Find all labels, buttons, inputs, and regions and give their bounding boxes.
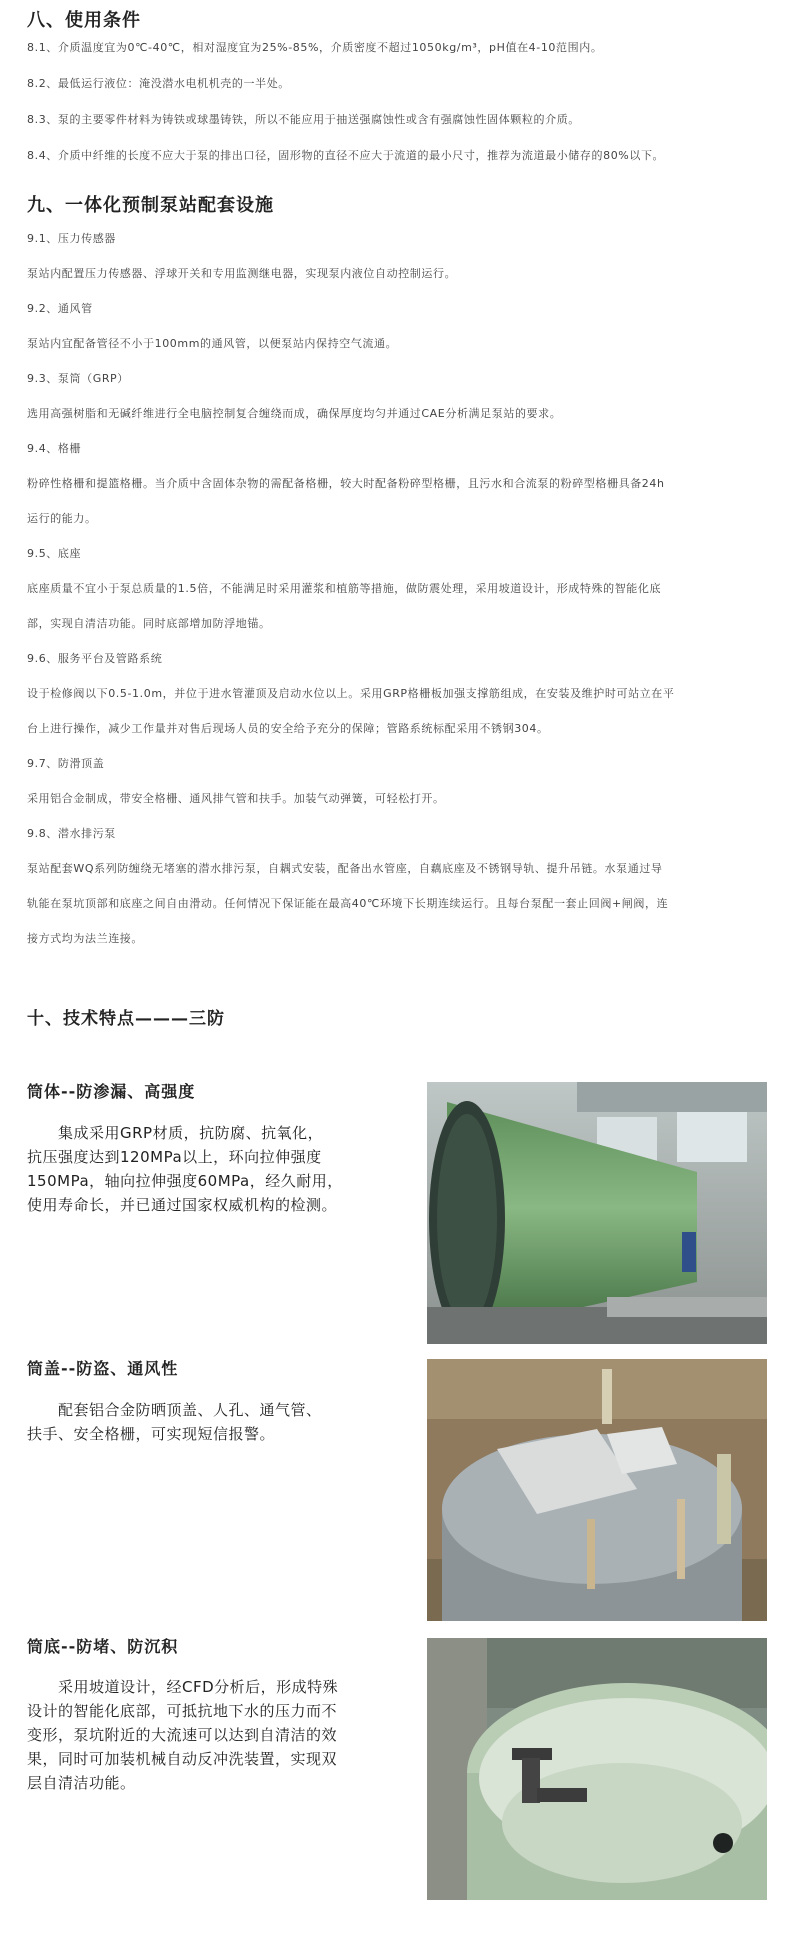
section-9-paragraph: 接方式均为法兰连接。 (27, 932, 143, 945)
section-9-paragraph: 选用高强树脂和无碱纤维进行全电脑控制复合缠绕而成，确保厚度均匀并通过CAE分析满足泵站的要求。 (27, 407, 562, 420)
section-9-paragraph: 采用铝合金制成，带安全格栅、通风排气管和扶手。加装气动弹簧，可轻松打开。 (27, 792, 445, 805)
section-9-subheading: 9.3、泵筒（GRP） (27, 372, 129, 385)
gfrp-tank-body-photo (427, 1082, 767, 1344)
feature-text-line: 采用坡道设计，经CFD分析后，形成特殊 (27, 1678, 339, 1696)
feature-text-line: 配套铝合金防晒顶盖、人孔、通气管、 (27, 1401, 322, 1419)
section-9-paragraph: 运行的能力。 (27, 512, 97, 525)
feature-text-line: 层自清洁功能。 (27, 1774, 136, 1792)
section-9-subheading: 9.1、压力传感器 (27, 232, 116, 245)
section-9-paragraph: 台上进行操作，减少工作量并对售后现场人员的安全给予充分的保障；管路系统标配采用不锈钢304。 (27, 722, 549, 735)
feature-text-line: 果，同时可加装机械自动反冲洗装置，实现双 (27, 1750, 338, 1768)
feature-text-line: 设计的智能化底部，可抵抗地下水的压力而不 (27, 1702, 338, 1720)
section-9-paragraph: 设于检修阀以下0.5-1.0m，并位于进水管灌顶及启动水位以上。采用GRP格栅板加强支撑筋组成，在安装及维护时可站立在平 (27, 687, 675, 700)
feature-text-line: 使用寿命长，并已通过国家权威机构的检测。 (27, 1196, 338, 1214)
section-9-paragraph: 泵站内配置压力传感器、浮球开关和专用监测继电器，实现泵内液位自动控制运行。 (27, 267, 457, 280)
section-8-title: 八、使用条件 (27, 10, 141, 31)
section-9-title: 九、一体化预制泵站配套设施 (27, 195, 274, 216)
section-9-subheading: 9.5、底座 (27, 547, 82, 560)
feature-description (27, 1398, 322, 1446)
section-9-subheading: 9.7、防滑顶盖 (27, 757, 105, 770)
section-9-subheading: 9.8、潜水排污泵 (27, 827, 116, 840)
feature-description (27, 1121, 343, 1217)
feature-text-line: 扶手、安全格栅，可实现短信报警。 (27, 1425, 276, 1443)
feature-text-line: 集成采用GRP材质，抗防腐、抗氧化， (27, 1124, 324, 1142)
section-9-paragraph: 粉碎性格栅和提篮格栅。当介质中含固体杂物的需配备格栅，较大时配备粉碎型格栅，且污水和合流泵的粉碎型格栅具备24h (27, 477, 665, 490)
section-9-subheading: 9.4、格栅 (27, 442, 82, 455)
feature-title: 筒底--防堵、防沉积 (27, 1637, 179, 1656)
feature-description (27, 1675, 338, 1795)
section-9-paragraph: 底座质量不宜小于泵总质量的1.5倍，不能满足时采用灌浆和植筋等措施，做防震处理，采用坡道设计，形成特殊的智能化底 (27, 582, 662, 595)
feature-title: 筒体--防渗漏、高强度 (27, 1082, 196, 1101)
feature-text-line: 变形，泵坑附近的大流速可以达到自清洁的效 (27, 1726, 338, 1744)
section-9-paragraph: 轨能在泵坑顶部和底座之间自由滑动。任何情况下保证能在最高40℃环境下长期连续运行。且每台泵配一套止回阀+闸阀，连 (27, 897, 669, 910)
section-8-item-2: 8.2、最低运行液位：淹没潜水电机机壳的一半处。 (27, 77, 290, 90)
section-8-item-4: 8.4、介质中纤维的长度不应大于泵的排出口径，固形物的直径不应大于流道的最小尺寸，推荐为流道最小储存的80%以下。 (27, 149, 665, 162)
section-8-item-3: 8.3、泵的主要零件材料为铸铁或球墨铸铁，所以不能应用于抽送强腐蚀性或含有强腐蚀性固体颗粒的介质。 (27, 113, 580, 126)
section-10-title: 十、技术特点———三防 (27, 1009, 225, 1029)
section-9-paragraph: 部，实现自清洁功能。同时底部增加防浮地锚。 (27, 617, 271, 630)
feature-text-line: 抗压强度达到120MPa以上，环向拉伸强度 (27, 1148, 322, 1166)
section-9-paragraph: 泵站内宜配备管径不小于100mm的通风管，以便泵站内保持空气流通。 (27, 337, 398, 350)
tank-bottom-photo (427, 1638, 767, 1900)
section-8-item-1: 8.1、介质温度宜为0℃-40℃，相对湿度宜为25%-85%，介质密度不超过1050kg/m³，pH值在4-10范围内。 (27, 41, 603, 54)
feature-title: 筒盖--防盗、通风性 (27, 1359, 179, 1378)
feature-text-line: 150MPa，轴向拉伸强度60MPa，经久耐用， (27, 1172, 343, 1190)
section-9-subheading: 9.2、通风管 (27, 302, 93, 315)
section-9-subheading: 9.6、服务平台及管路系统 (27, 652, 163, 665)
tank-cover-photo (427, 1359, 767, 1621)
section-9-paragraph: 泵站配套WQ系列防缠绕无堵塞的潜水排污泵，自耦式安装，配备出水管座，自藕底座及不锈钢导轨、提升吊链。水泵通过导 (27, 862, 663, 875)
